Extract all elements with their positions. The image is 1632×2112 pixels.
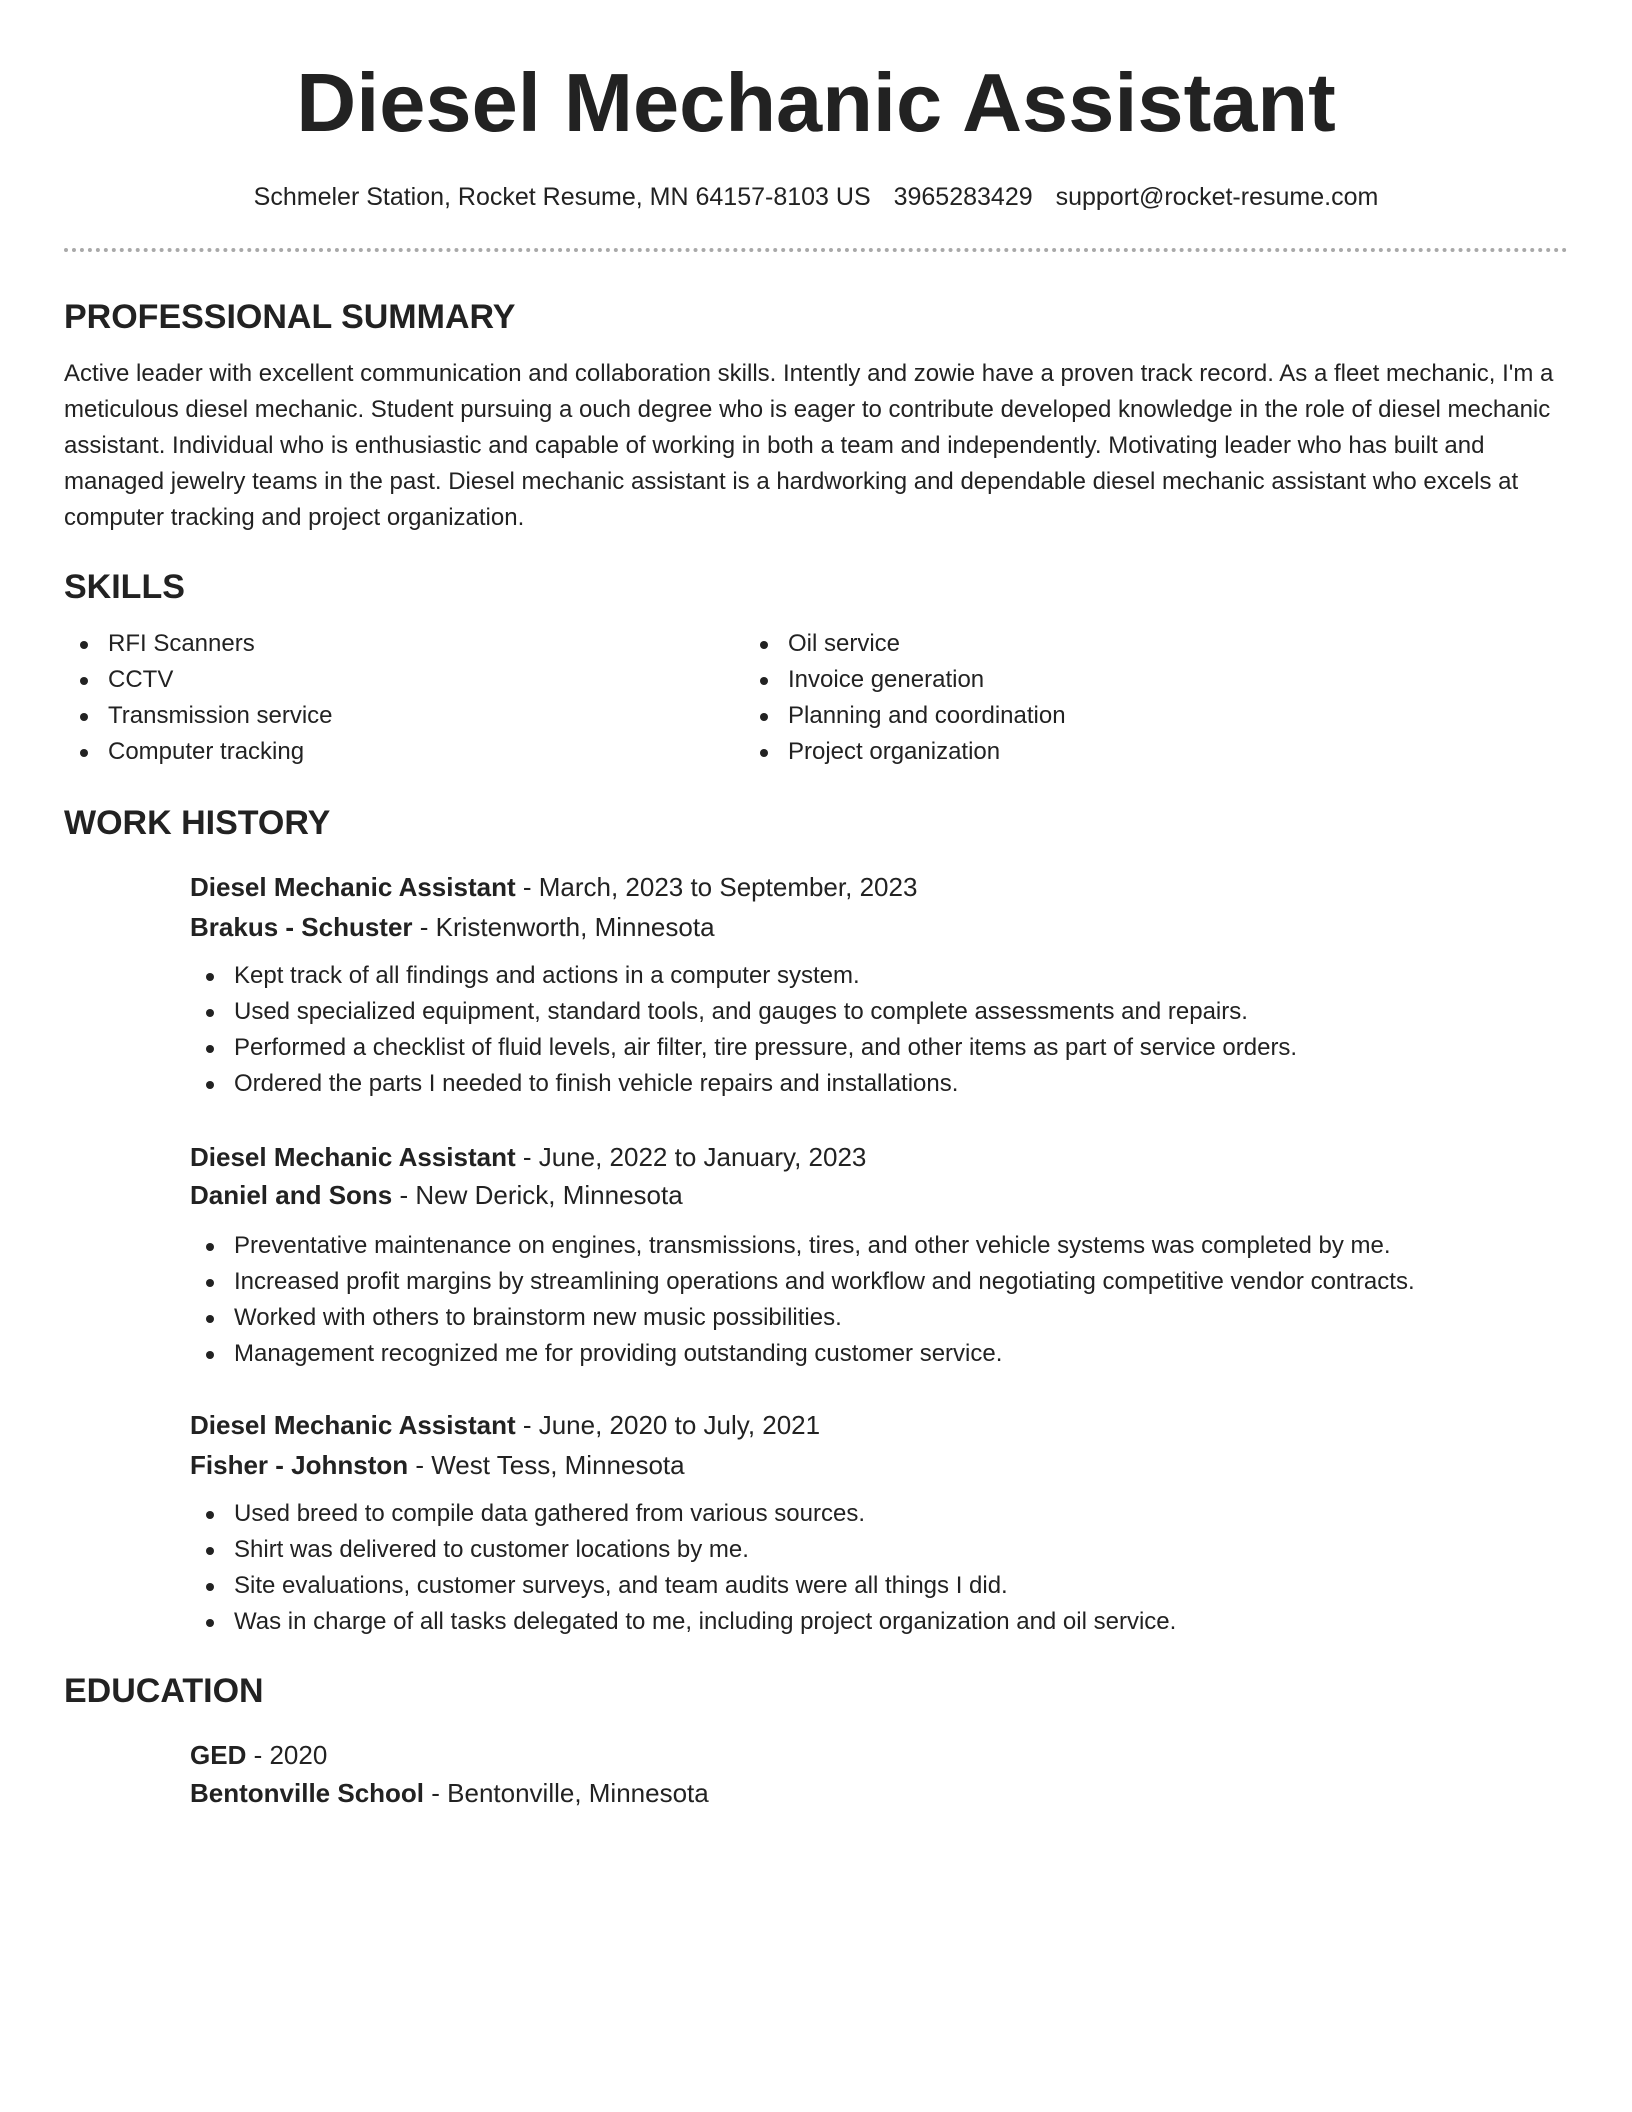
skills-title: SKILLS (64, 568, 185, 606)
job-dates: - June, 2020 to July, 2021 (515, 1410, 821, 1440)
job-title-line (190, 868, 1632, 906)
job-entry (190, 868, 1632, 1102)
education-section (64, 1668, 1568, 1714)
job-dates: - June, 2022 to January, 2023 (515, 1142, 867, 1172)
job-location: - West Tess, Minnesota (408, 1450, 685, 1480)
job-company-line (190, 908, 1632, 946)
header-divider (64, 248, 1568, 252)
work-history-section (64, 800, 1568, 846)
job-location: - New Derick, Minnesota (392, 1180, 683, 1210)
skill-item: Project organization (744, 734, 1424, 770)
skill-item: Invoice generation (744, 662, 1424, 698)
job-entry (190, 1406, 1632, 1640)
education-title: EDUCATION (64, 1672, 264, 1710)
job-duty-item: Increased profit margins by streamlining operations and workflow and negotiating competitive vendor contracts. (190, 1264, 1632, 1300)
summary-section (64, 294, 1568, 536)
job-duty-item: Used specialized equipment, standard tools, and gauges to complete assessments and repairs. (190, 994, 1632, 1030)
job-company: Brakus - Schuster (190, 912, 413, 942)
skills-column-right (744, 626, 1424, 770)
education-school: Bentonville School (190, 1778, 425, 1808)
skills-column-left (64, 626, 744, 770)
education-year: - 2020 (246, 1740, 328, 1770)
job-role: Diesel Mechanic Assistant (190, 1410, 516, 1440)
job-duty-item: Was in charge of all tasks delegated to me, including project organization and oil service. (190, 1604, 1632, 1640)
skill-item: CCTV (64, 662, 744, 698)
job-duty-item: Ordered the parts I needed to finish vehicle repairs and installations. (190, 1066, 1632, 1102)
job-duty-item: Site evaluations, customer surveys, and team audits were all things I did. (190, 1568, 1632, 1604)
job-title-line (190, 1138, 1632, 1176)
job-duties (190, 1496, 1632, 1640)
education-location: - Bentonville, Minnesota (424, 1778, 709, 1808)
job-entry (190, 1138, 1632, 1372)
skill-item: RFI Scanners (64, 626, 744, 662)
job-company: Fisher - Johnston (190, 1450, 409, 1480)
contact-address: Schmeler Station, Rocket Resume, MN 64157-8103 US (253, 183, 871, 211)
contact-line (64, 178, 1568, 216)
job-duty-item: Used breed to compile data gathered from various sources. (190, 1496, 1632, 1532)
education-degree: GED (190, 1740, 247, 1770)
job-duty-item: Kept track of all findings and actions in a computer system. (190, 958, 1632, 994)
skills-section (64, 564, 1568, 770)
job-title-line (190, 1406, 1632, 1444)
job-duties (190, 958, 1632, 1102)
job-duty-item: Preventative maintenance on engines, transmissions, tires, and other vehicle systems was completed by me. (190, 1228, 1632, 1264)
job-duty-item: Management recognized me for providing outstanding customer service. (190, 1336, 1632, 1372)
skill-item: Transmission service (64, 698, 744, 734)
work-history-title: WORK HISTORY (64, 804, 331, 842)
job-role: Diesel Mechanic Assistant (190, 872, 516, 902)
job-company-line (190, 1446, 1632, 1484)
skill-item: Planning and coordination (744, 698, 1424, 734)
education-entry (190, 1736, 1632, 1812)
job-duty-item: Worked with others to brainstorm new music possibilities. (190, 1300, 1632, 1336)
skill-item: Computer tracking (64, 734, 744, 770)
resume-name: Diesel Mechanic Assistant (296, 56, 1336, 149)
job-role: Diesel Mechanic Assistant (190, 1142, 516, 1172)
job-duty-item: Shirt was delivered to customer locations by me. (190, 1532, 1632, 1568)
education-school-line (190, 1774, 1632, 1812)
skills-grid (64, 626, 1568, 770)
job-duty-item: Performed a checklist of fluid levels, air filter, tire pressure, and other items as part of service orders. (190, 1030, 1632, 1066)
contact-phone: 3965283429 (893, 183, 1033, 211)
job-duties (190, 1228, 1632, 1372)
summary-title: PROFESSIONAL SUMMARY (64, 298, 516, 336)
job-company-line (190, 1176, 1632, 1214)
job-company: Daniel and Sons (190, 1180, 393, 1210)
contact-email: support@rocket-resume.com (1055, 183, 1379, 211)
job-location: - Kristenworth, Minnesota (412, 912, 715, 942)
resume-page (64, 0, 1568, 1808)
summary-text: Active leader with excellent communication and collaboration skills. Intently and zowie have a proven track record. As a fleet mechanic, I'm a meticulous diesel mechanic. Student pursuing a ouch degree who is eager to contribute developed knowledge in the role of diesel mechanic assistant. Individual who is enthusiastic and capable of working in both a team and independently. Motivating leader who has built and managed jewelry teams in the past. Diesel mechanic assistant is a hardworking and dependable diesel mechanic assistant who excels at computer tracking and project organization. (64, 360, 1554, 531)
job-dates: - March, 2023 to September, 2023 (515, 872, 918, 902)
skill-item: Oil service (744, 626, 1424, 662)
education-degree-line (190, 1736, 1632, 1774)
